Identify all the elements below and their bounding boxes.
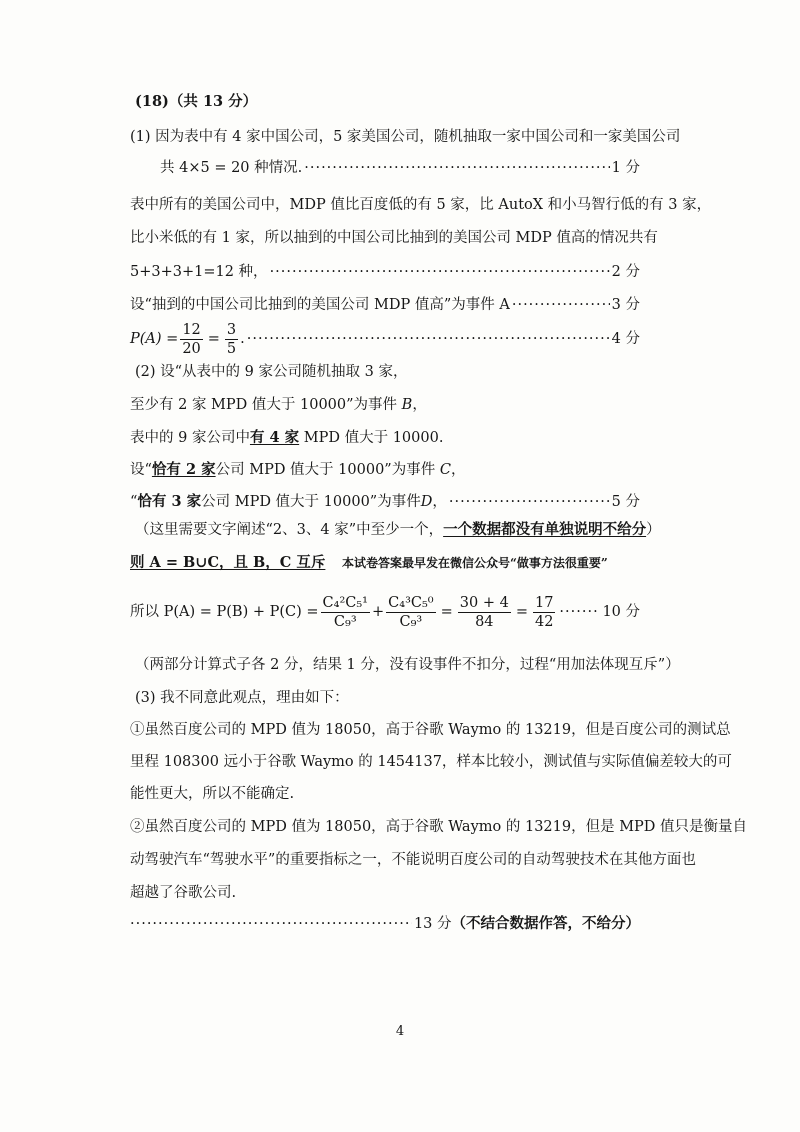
part2-line6: 则 A = B∪C，且 B，C 互斥 本试卷答案最早发在微信公众号“做事方法很重要”: [130, 554, 608, 571]
part3-reason1-line1: ①虽然百度公司的 MPD 值为 18050，高于谷歌 Waymo 的 13219，但是百度公司的测试总: [130, 722, 731, 738]
part2-line4: 设“恰有 2 家公司 MPD 值大于 10000”为事件 C，: [130, 461, 466, 478]
part1-line4: 比小米低的有 1 家，所以抽到的中国公司比抽到的美国公司 MDP 值高的情况共有: [130, 230, 658, 246]
fraction: $\frac{\text{C₄³C₅⁰}}{\text{C₉³}}$: [388, 594, 434, 630]
probability-calculation: 所以 P(A) = P(B) + P(C) = $\frac{\text{C₄²C₅¹}}{\text{C₉³}}$ + $\frac{\text{C₄³C₅⁰}}{\text{C₉³}}$ = $\frac{30 + 4}{84}$ = $\frac{17}{42}$: [130, 594, 554, 630]
fraction: $\frac{12}{20}$: [182, 321, 201, 357]
leader-dots: [304, 158, 609, 178]
part3-reason1-line3: 能性更大，所以不能确定.: [130, 786, 295, 802]
leader-dots: [449, 492, 610, 512]
score-marker: 2 分: [611, 264, 640, 280]
part3-reason2-line3: 超越了谷歌公司.: [130, 885, 237, 901]
part1-line1: (1) 因为表中有 4 家中国公司，5 家美国公司，随机抽取一家中国公司和一家美国公司: [130, 129, 681, 145]
part2-line1: (2) 设“从表中的 9 家公司随机抽取 3 家，: [135, 364, 408, 380]
probability-formula: P(A) = $\frac{12}{20}$ = $\frac{3}{5}$ .: [130, 321, 245, 357]
part3-line1: (3) 我不同意此观点，理由如下：: [135, 690, 349, 706]
page-number: 4: [395, 1024, 405, 1039]
question-title: (18)（共 13 分）: [135, 93, 258, 110]
fraction: $\frac{3}{5}$: [226, 321, 237, 357]
part2-line5: “ 恰有 3 家 公司 MPD 值大于 10000”为事件 D ， ····· 5 分: [130, 492, 640, 512]
part1-line6: 设“抽到的中国公司比抽到的美国公司 MDP 值高”为事件 A ····· 3 分: [130, 295, 640, 315]
part2-calculation: [130, 588, 640, 636]
part3-final: [130, 914, 640, 934]
score-marker: 3 分: [611, 297, 640, 313]
part1-line2: 共 4×5 = 20 种情况. ····· 1 分: [160, 158, 640, 178]
leader-dots: [130, 914, 412, 934]
part1-line5: 5+3+3+1=12 种， ····· 2 分: [130, 262, 640, 282]
part1-probability: [130, 320, 640, 358]
leader-dots: [512, 295, 610, 315]
leader-dots: [270, 262, 610, 282]
score-marker: 4 分: [611, 331, 640, 347]
leader-dots: [559, 602, 600, 622]
part2-line2: 至少有 2 家 MPD 值大于 10000”为事件 B，: [130, 397, 427, 413]
final-note: （不结合数据作答，不给分）: [451, 915, 640, 932]
part2-note2: （两部分计算式子各 2 分，结果 1 分，没有设事件不扣分，过程“用加法体现互斥”）: [135, 657, 680, 673]
score-marker: 10 分: [602, 604, 640, 620]
score-marker: 13 分: [413, 916, 452, 932]
leader-dots: [247, 329, 610, 349]
part3-reason1-line2: 里程 108300 远小于谷歌 Waymo 的 1454137，样本比较小，测试值与实际值偏差较大的可: [130, 754, 732, 770]
fraction: $\frac{17}{42}$: [534, 594, 554, 630]
fraction: $\frac{30 + 4}{84}$: [459, 594, 509, 630]
part3-reason2-line2: 动驾驶汽车“驾驶水平”的重要指标之一，不能说明百度公司的自动驾驶技术在其他方面也: [130, 852, 696, 868]
score-marker: 5 分: [611, 494, 640, 510]
part2-line3: 表中的 9 家公司中有 4 家 MPD 值大于 10000.: [130, 429, 444, 446]
part3-reason2-line1: ②虽然百度公司的 MPD 值为 18050，高于谷歌 Waymo 的 13219，但是 MPD 值只是衡量自: [130, 819, 748, 835]
watermark-text: 本试卷答案最早发在微信公众号“做事方法很重要”: [342, 556, 608, 570]
score-marker: 1 分: [611, 160, 640, 176]
part2-note1: （这里需要文字阐述“2、3、4 家”中至少一个，一个数据都没有单独说明不给分）: [135, 521, 661, 538]
part1-line3: 表中所有的美国公司中，MDP 值比百度低的有 5 家，比 AutoX 和小马智行低的有 3 家，: [130, 197, 712, 213]
fraction: $\frac{\text{C₄²C₅¹}}{\text{C₉³}}$: [322, 594, 368, 630]
